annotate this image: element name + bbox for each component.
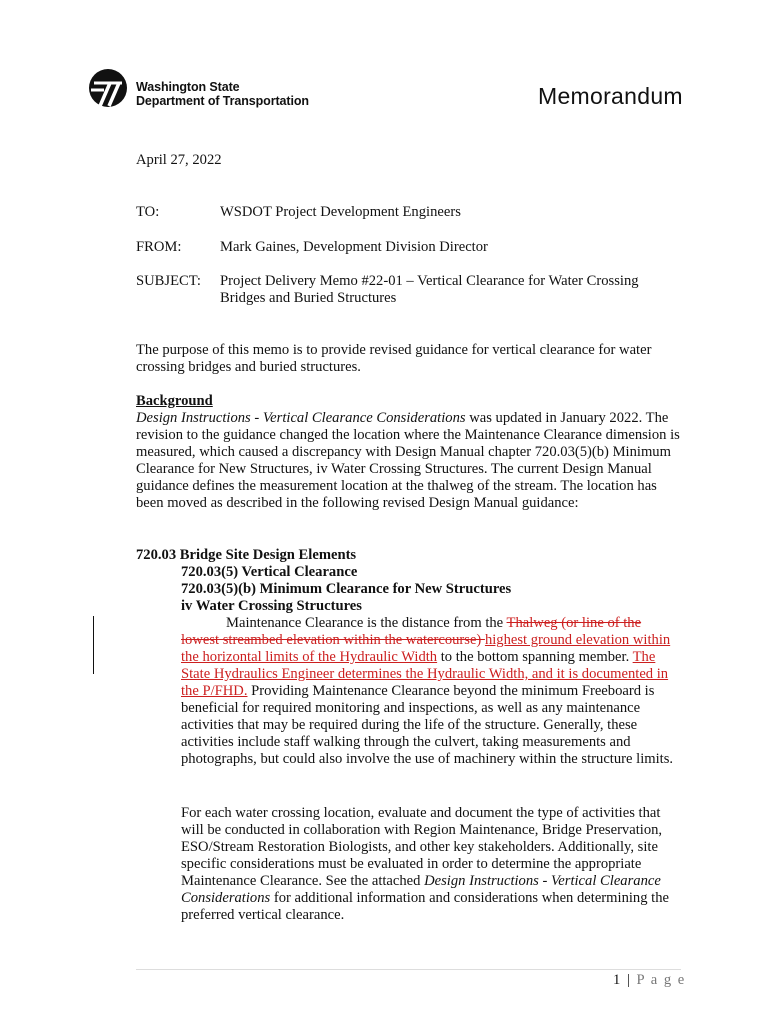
section-heading-1: 720.03 Bridge Site Design Elements: [136, 547, 357, 563]
p1-mid: to the bottom spanning member.: [437, 649, 633, 665]
organization-name: [136, 80, 309, 108]
section-heading-4: iv Water Crossing Structures: [181, 598, 362, 614]
org-line-1: Washington State: [136, 80, 240, 94]
from-value: Mark Gaines, Development Division Director: [220, 239, 488, 255]
page-number: 1: [613, 972, 622, 988]
subject-line-1: Project Delivery Memo #22-01 – Vertical Clearance for Water Crossing: [220, 273, 639, 289]
p1-deleted-text: Thalweg (or line of the lowest streambed elevation within the watercourse): [181, 615, 642, 648]
memo-date: April 27, 2022: [136, 152, 222, 168]
wsdot-logo-icon: [88, 68, 128, 108]
subject-line-2: Bridges and Buried Structures: [220, 290, 397, 306]
to-value: WSDOT Project Development Engineers: [220, 204, 461, 220]
footer-rule: [136, 969, 681, 970]
page-word: P a g e: [636, 972, 686, 988]
background-heading: Background: [136, 393, 213, 409]
p1-inserted-text: highest ground elevation within the horizontal limits of the Hydraulic Width: [181, 632, 671, 665]
subject-label: SUBJECT:: [136, 273, 201, 289]
p2-ref-title: Design Instructions - Vertical Clearance Considerations: [181, 873, 661, 906]
p2-end: for additional information and considerations when determining the preferred vertical clearance.: [181, 890, 669, 923]
org-line-2: Department of Transportation: [136, 94, 309, 108]
purpose-paragraph: The purpose of this memo is to provide revised guidance for vertical clearance for water crossing bridges and buried structures.: [136, 342, 652, 375]
background-text: was updated in January 2022. The revision to the guidance changed the location where the Maintenance Clearance dimension is measured, which caused a discrepancy with Design Manual chapter 720.03(5)(b) Minimum Clearance for New Structures, iv Water Crossing Structures. The current Design Manual guidance defines the measurement location at the thalweg of the stream. The location has been moved as described in the following revised Design Manual guidance:: [136, 410, 680, 511]
p1-start: Maintenance Clearance is the distance from the: [226, 615, 507, 631]
p1-end: Providing Maintenance Clearance beyond the minimum Freeboard is beneficial for required monitoring and inspections, as well as any maintenance activities that may be required during the life of the structure. Generally, these activities include staff walking through the culvert, taking measurements and photographs, but could also involve the use of machinery within the structure limits.: [181, 683, 674, 767]
page-separator: |: [621, 972, 637, 988]
change-bar: [93, 616, 94, 674]
p2-start: For each water crossing location, evaluate and document the type of activities that will be conducted in collaboration with Region Maintenance, Bridge Preservation, ESO/Stream Restoration Biologists, and other key stakeholders. Additionally, site specific considerations must be evaluated in order to determine the appropriate Maintenance Clearance. See the attached: [181, 805, 663, 889]
section-heading-2: 720.03(5) Vertical Clearance: [181, 564, 358, 580]
background-ref-title: Design Instructions - Vertical Clearance Considerations: [136, 410, 466, 426]
section-heading-3: 720.03(5)(b) Minimum Clearance for New Structures: [181, 581, 512, 597]
maintenance-clearance-paragraph: [181, 615, 681, 768]
page-number-footer: [613, 972, 686, 989]
background-paragraph: [136, 410, 681, 512]
p1-inserted-text-2: The State Hydraulics Engineer determines the Hydraulic Width, and it is documented in the P/FHD.: [181, 649, 669, 699]
to-label: TO:: [136, 204, 160, 220]
water-crossing-paragraph: [181, 805, 681, 924]
from-label: FROM:: [136, 239, 182, 255]
document-type: Memorandum: [538, 83, 683, 109]
